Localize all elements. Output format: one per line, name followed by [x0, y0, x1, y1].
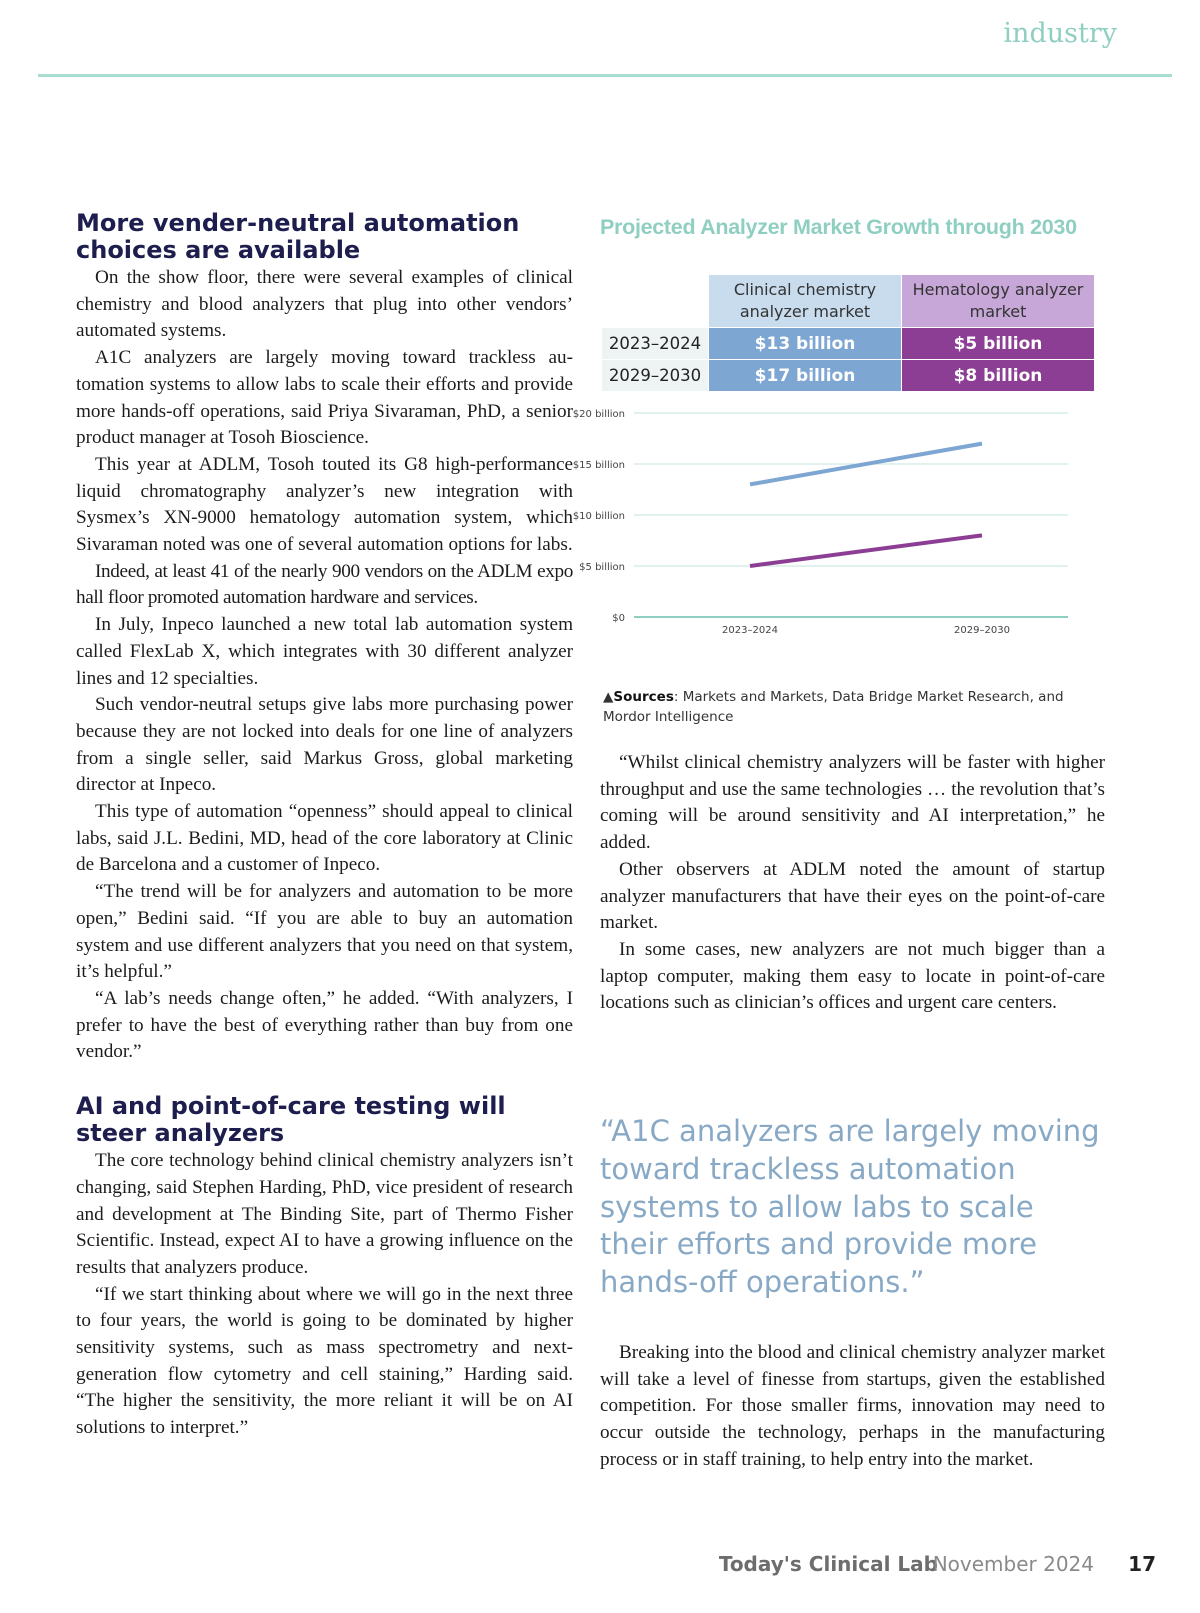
section-label: industry — [1003, 18, 1117, 49]
paragraph: Other observers at ADLM noted the amount of startup analyzer manufacturers that have their eyes on the point-of-care market. — [600, 858, 1105, 934]
y-tick-label: $10 billion — [572, 511, 625, 522]
paragraph: In July, Inpeco launched a new total lab automation system called FlexLab X, which integrates with 30 different analyzer lines and 12 specialties. — [76, 614, 573, 689]
table-row-label: 2023–2024 — [602, 328, 709, 360]
left-column — [76, 210, 573, 1442]
triangle-icon: ▲ — [603, 689, 614, 705]
x-tick-label: 2023–2024 — [722, 625, 778, 636]
paragraph: In some cases, new analyzers are not much bigger than a laptop computer, making them easy to locate in point-of-care locations such as clinician’s offices and urgent care centers. — [600, 938, 1105, 1014]
paragraph: This type of automation “openness” should appeal to clinical labs, said J.L. Bedini, MD, head of the core laboratory at Clinic de Barcelona and a customer of Inpeco. — [76, 801, 573, 876]
paragraph: On the show floor, there were several examples of clinical chemistry and blood analyzers that plug into other vendors’ automated systems. — [76, 267, 573, 342]
table-header-hematology: Hematology analyzer market — [902, 275, 1095, 328]
paragraph: “The trend will be for analyzers and automation to be more open,” Bedini said. “If you are able to buy an automation system and use different analyzers that you need on that system, it’s helpful.” — [76, 881, 573, 983]
section-heading-automation: More vender-neutral automation choices are available — [76, 209, 520, 264]
table-row — [602, 360, 1095, 392]
y-tick-label: $5 billion — [579, 562, 625, 573]
header-rule — [38, 74, 1172, 77]
table-cell: $8 billion — [902, 360, 1095, 392]
y-tick-label: $20 billion — [572, 409, 625, 420]
chart-title: Projected Analyzer Market Growth through 2030 — [600, 215, 1077, 239]
market-table — [601, 274, 1095, 392]
paragraph: “Whilst clinical chemistry analyzers will be faster with higher throughput and use the same technologies … the revolution that’s coming will be around sensitivity and AI interpretation,” he added. — [600, 752, 1105, 854]
paragraph: Breaking into the blood and clinical chemistry analyzer market will take a level of finesse from startups, given the established competition. For those smaller firms, innovation may need to occur outside the technology, perhaps in the manufacturing process or in staff training, to help entry into the market. — [600, 1342, 1105, 1470]
series-line — [750, 535, 982, 566]
magazine-name: Today's Clinical Lab — [718, 1552, 938, 1576]
section-heading-ai: AI and point-of-care testing will steer analyzers — [76, 1092, 506, 1148]
line-chart — [572, 395, 1100, 645]
paragraph: “If we start thinking about where we will go in the next three to four years, the world is going to be dominated by higher sensitivity systems, such as mass spectrometry and next-generation flow cytometry and cell staining,” Harding said. “The higher the sensitivity, the more reliant it will be on AI solutions to interpret.” — [76, 1283, 573, 1439]
paragraph: The core technology behind clinical chemistry analyzers isn’t changing, said Stephen Harding, PhD, vice president of research and development at The Binding Site, part of Thermo Fisher Scientific. Instead, expect AI to have a growing influence on the results that analyzers produce. — [76, 1150, 573, 1278]
chart-sources: ▲Sources: Markets and Markets, Data Bridge Market Research, and Mordor Intelligence — [603, 689, 1064, 725]
table-cell: $17 billion — [709, 360, 902, 392]
page-footer — [0, 1552, 1200, 1582]
table-row-label: 2029–2030 — [602, 360, 709, 392]
paragraph: A1C analyzers are largely moving toward trackless automation systems to allow labs to scale their efforts and provide more hands-off operations, said Priya Sivaraman, PhD, a senior product manager at Tosoh Bioscience. — [76, 347, 573, 449]
table-header-chemistry: Clinical chemistry analyzer market — [709, 275, 902, 328]
paragraph: This year at ADLM, Tosoh touted its G8 high-performance liquid chromatography analyzer’s new integration with Sysmex’s XN-9000 hematology automation system, which Sivaraman noted was one of several automation options for labs. — [76, 453, 573, 556]
table-cell: $13 billion — [709, 328, 902, 360]
paragraph: “A lab’s needs change often,” he added. “With analyzers, I prefer to have the best of everything rather than buy from one vendor.” — [76, 987, 573, 1063]
page-number: 17 — [1128, 1552, 1156, 1576]
x-tick-label: 2029–2030 — [954, 625, 1010, 636]
y-tick-label: $15 billion — [572, 460, 625, 471]
pull-quote: “A1C analyzers are largely moving toward trackless automation systems to allow labs to scale their efforts and provide more hands-off operations.” — [600, 1114, 1100, 1300]
issue-date: November 2024 — [932, 1552, 1094, 1576]
paragraph: Such vendor-neutral setups give labs more purchasing power because they are not locked into deals for one line of analyzers from a single seller, said Markus Gross, global marketing director at Inpeco. — [76, 694, 573, 796]
right-column-upper — [600, 750, 1105, 1017]
table-row — [602, 328, 1095, 360]
y-tick-label: $0 — [612, 613, 625, 624]
right-column-lower — [600, 1340, 1105, 1474]
table-cell: $5 billion — [902, 328, 1095, 360]
paragraph: Indeed, at least 41 of the nearly 900 vendors on the ADLM expo hall floor promoted automation hardware and services. — [76, 560, 573, 609]
